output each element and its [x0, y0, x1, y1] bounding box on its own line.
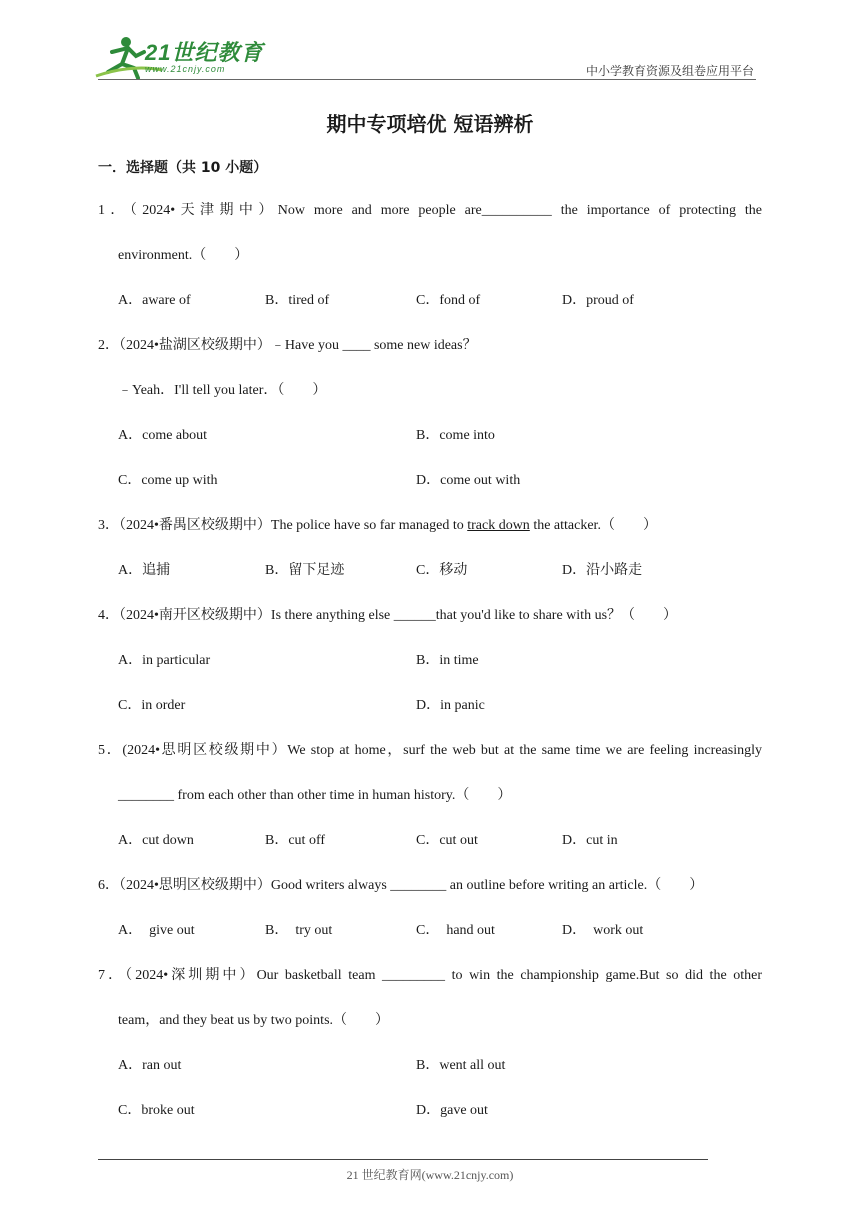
page-header — [0, 0, 860, 90]
question-4-option-c[interactable]: C．in order — [118, 698, 186, 713]
question-2-option-d[interactable]: D．come out with — [416, 473, 521, 488]
question-7-text: 7．（2024•深圳期中）Our basketball team _________ to win the championship game.But so did the other — [98, 968, 762, 983]
question-5-option-b[interactable]: B．cut off — [265, 833, 326, 848]
logo-text: 21世纪教育 — [145, 40, 264, 65]
question-5-option-a[interactable]: A．cut down — [118, 833, 194, 848]
question-1-option-c[interactable]: C．fond of — [416, 293, 481, 308]
footer-divider — [98, 1159, 708, 1160]
page-title: 期中专项培优 短语辨析 — [326, 112, 534, 136]
page-footer: 21 世纪教育网(www.21cnjy.com) — [346, 1168, 514, 1182]
question-4-option-a[interactable]: A．in particular — [118, 653, 211, 668]
question-6-option-b[interactable]: B． try out — [265, 923, 333, 938]
question-2-option-b[interactable]: B．come into — [416, 428, 495, 443]
question-2-text-cont: ﹣Yeah．I'll tell you later．（ ） — [118, 383, 327, 398]
section-heading: 一．选择题（共 10 小题） — [98, 160, 268, 176]
header-platform-text: 中小学教育资源及组卷应用平台 — [585, 64, 754, 78]
question-3-suffix: the attacker.（ ） — [529, 518, 657, 533]
question-1-option-a[interactable]: A．aware of — [118, 293, 191, 308]
question-6-text: 6．（2024•思明区校级期中）Good writers always ________ an outline before writing an article.（ ） — [98, 878, 704, 893]
header-divider — [98, 79, 756, 80]
question-2-option-a[interactable]: A．come about — [118, 428, 208, 443]
question-7-option-b[interactable]: B．went all out — [416, 1058, 506, 1073]
question-6-option-c[interactable]: C． hand out — [416, 923, 495, 938]
question-6-option-a[interactable]: A． give out — [118, 923, 195, 938]
question-3-option-b[interactable]: B．留下足迹 — [265, 563, 345, 578]
question-7-option-c[interactable]: C．broke out — [118, 1103, 195, 1118]
question-2-option-c[interactable]: C．come up with — [118, 473, 218, 488]
question-7-option-d[interactable]: D．gave out — [416, 1103, 488, 1118]
question-6-option-d[interactable]: D． work out — [562, 923, 644, 938]
question-5-option-c[interactable]: C．cut out — [416, 833, 478, 848]
logo-url: www.21cnjy.com — [145, 64, 226, 74]
question-4-option-d[interactable]: D．in panic — [416, 698, 485, 713]
question-1-option-d[interactable]: D．proud of — [562, 293, 634, 308]
question-2-text: 2．（2024•盐湖区校级期中）﹣Have you ____ some new ideas？ — [98, 338, 477, 353]
question-4-option-b[interactable]: B．in time — [416, 653, 479, 668]
question-4-text: 4．（2024•南开区校级期中）Is there anything else ______that you'd like to share with us？（ ） — [98, 608, 678, 623]
question-3-option-c[interactable]: C．移动 — [416, 563, 468, 578]
question-1-text: 1．（2024•天津期中）Now more and more people are__________ the importance of protecting the — [98, 203, 762, 218]
question-1-text-cont: environment.（ ） — [118, 248, 249, 263]
question-3-text — [98, 517, 657, 535]
question-1-option-b[interactable]: B．tired of — [265, 293, 330, 308]
question-3-underlined-phrase: track down — [467, 518, 530, 533]
question-3-option-d[interactable]: D．沿小路走 — [562, 563, 643, 578]
question-3-option-a[interactable]: A．追捕 — [118, 563, 171, 578]
question-5-text: 5．(2024•思明区校级期中）We stop at home，surf the web but at the same time we are feeling increasingly — [98, 743, 762, 758]
question-7-text-cont: team，and they beat us by two points.（ ） — [118, 1013, 390, 1028]
question-5-option-d[interactable]: D．cut in — [562, 833, 618, 848]
question-7-option-a[interactable]: A．ran out — [118, 1058, 182, 1073]
question-3-prefix: 3．（2024•番禺区校级期中）The police have so far managed to — [98, 518, 468, 533]
question-5-text-cont: ________ from each other than other time in human history.（ ） — [118, 788, 512, 803]
